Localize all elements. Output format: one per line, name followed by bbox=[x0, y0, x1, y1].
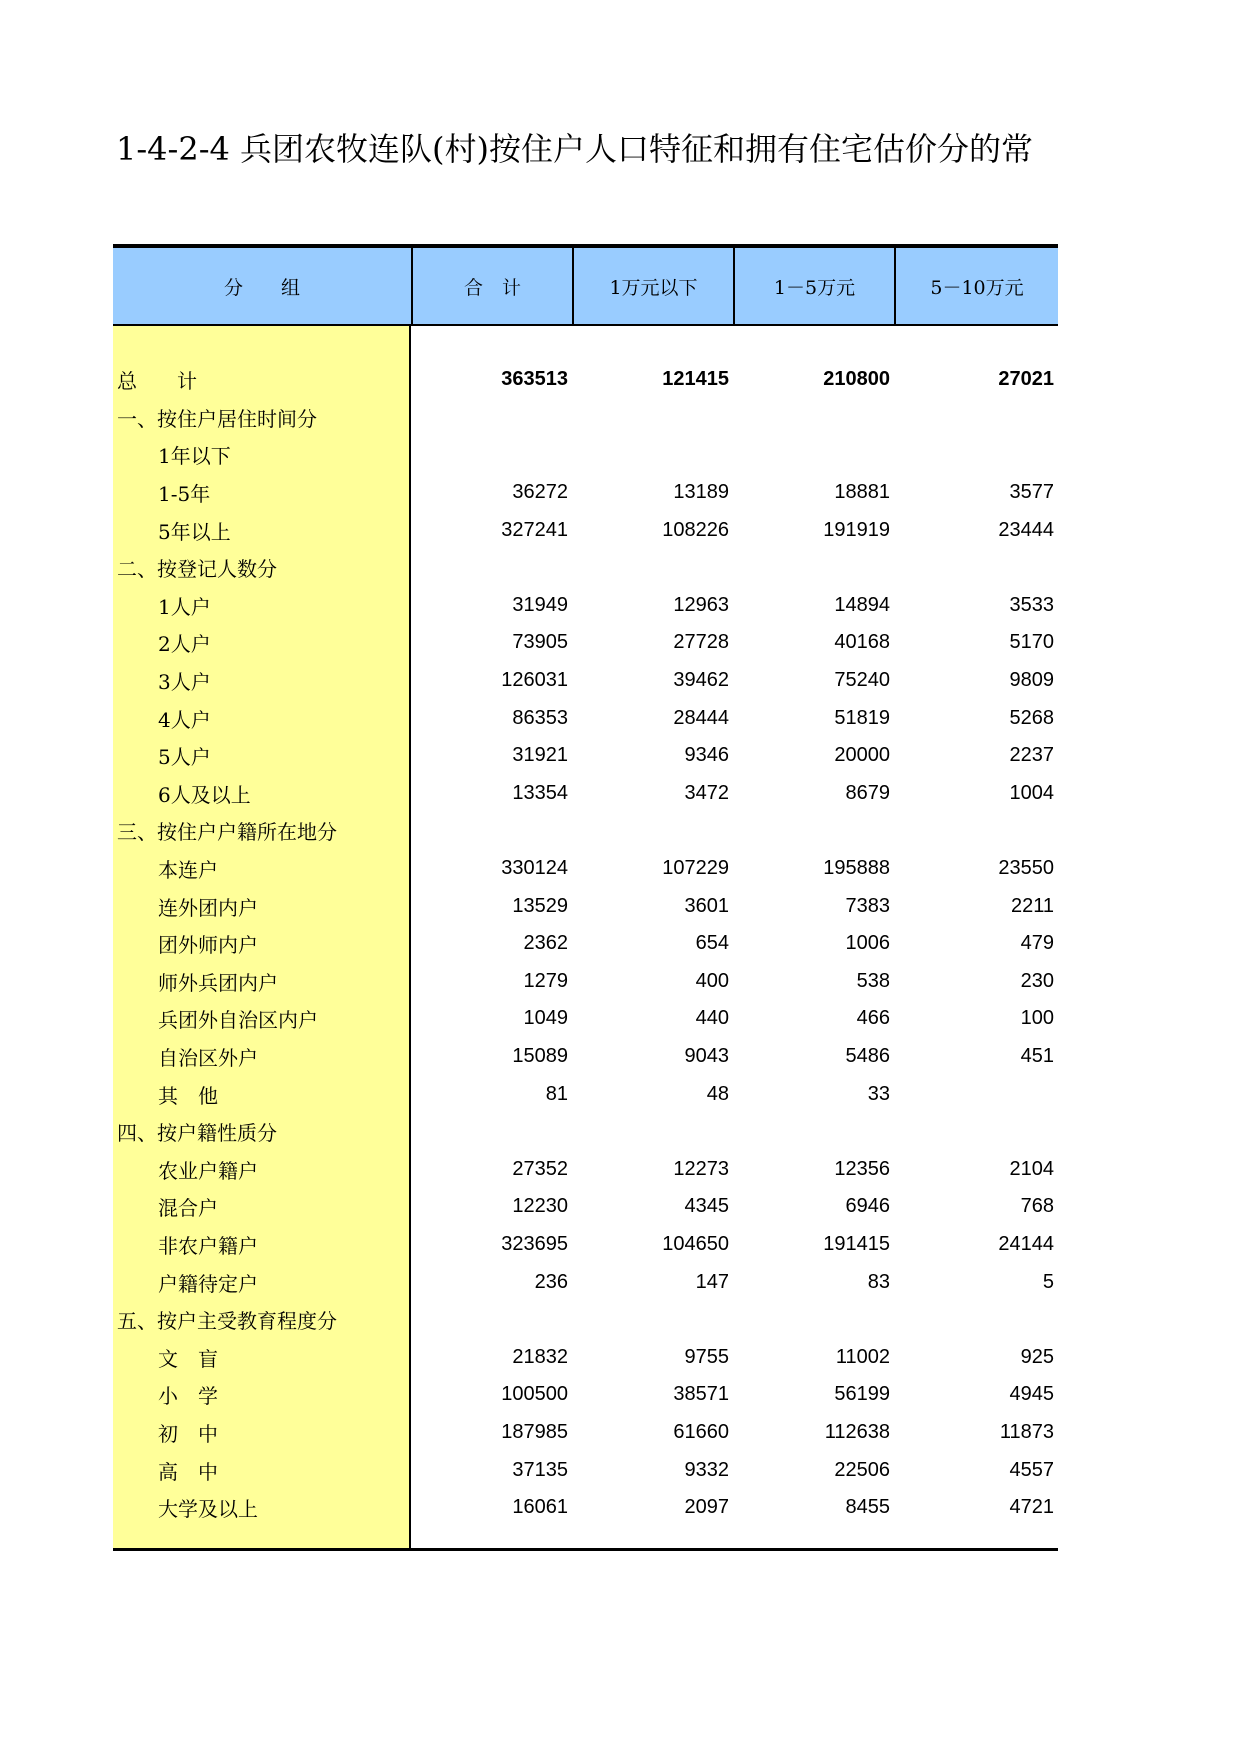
table-row bbox=[113, 662, 1058, 700]
row-label: 师外兵团内户 bbox=[158, 970, 278, 995]
row-value: 121415 bbox=[662, 368, 729, 391]
row-value: 9043 bbox=[684, 1044, 729, 1067]
row-value: 210800 bbox=[823, 368, 890, 391]
row-value: 2097 bbox=[684, 1496, 729, 1519]
row-value: 112638 bbox=[824, 1420, 890, 1443]
row-value: 5 bbox=[1042, 1270, 1054, 1293]
row-value: 400 bbox=[695, 969, 729, 992]
row-value: 3577 bbox=[1009, 481, 1054, 504]
row-value: 23444 bbox=[998, 518, 1054, 541]
row-value: 195888 bbox=[823, 857, 890, 880]
row-value: 22506 bbox=[834, 1458, 890, 1481]
table-row bbox=[113, 925, 1058, 963]
row-value: 230 bbox=[1020, 969, 1054, 992]
row-value: 3472 bbox=[684, 781, 729, 804]
row-value: 38571 bbox=[673, 1383, 729, 1406]
table-row bbox=[113, 812, 1058, 850]
table-row bbox=[113, 1338, 1058, 1376]
row-value: 12356 bbox=[834, 1157, 890, 1180]
row-label: 1人户 bbox=[158, 594, 211, 619]
header-50k-100k: 5－10万元 bbox=[894, 248, 1058, 324]
table-row bbox=[113, 699, 1058, 737]
row-value: 12273 bbox=[673, 1157, 729, 1180]
row-value: 3601 bbox=[684, 894, 729, 917]
table-row bbox=[113, 1188, 1058, 1226]
table-row bbox=[113, 1000, 1058, 1038]
row-value: 15089 bbox=[512, 1044, 568, 1067]
page-title: 1-4-2-4 兵团农牧连队(村)按住户人口特征和拥有住宅估价分的常 bbox=[116, 130, 1034, 168]
row-value: 31949 bbox=[512, 593, 568, 616]
row-value: 14894 bbox=[834, 593, 890, 616]
row-value: 40168 bbox=[834, 631, 890, 654]
row-value: 11873 bbox=[999, 1420, 1054, 1443]
row-value: 768 bbox=[1020, 1195, 1054, 1218]
row-value: 27728 bbox=[673, 631, 729, 654]
row-value: 4945 bbox=[1009, 1383, 1054, 1406]
row-value: 3533 bbox=[1009, 593, 1054, 616]
row-label: 5年以上 bbox=[158, 519, 231, 544]
row-value: 12230 bbox=[512, 1195, 568, 1218]
row-value: 23550 bbox=[998, 857, 1054, 880]
row-value: 126031 bbox=[501, 669, 568, 692]
row-value: 330124 bbox=[501, 857, 568, 880]
row-label: 五、按户主受教育程度分 bbox=[117, 1309, 337, 1334]
row-value: 5170 bbox=[1009, 631, 1054, 654]
row-value: 61660 bbox=[673, 1420, 729, 1443]
row-value: 9332 bbox=[684, 1458, 729, 1481]
row-label: 大学及以上 bbox=[158, 1497, 258, 1522]
table-row bbox=[113, 775, 1058, 813]
row-value: 16061 bbox=[512, 1496, 568, 1519]
row-value: 11002 bbox=[835, 1345, 890, 1368]
table-row bbox=[113, 624, 1058, 662]
row-value: 39462 bbox=[673, 669, 729, 692]
row-value: 75240 bbox=[834, 669, 890, 692]
table-row bbox=[113, 1226, 1058, 1264]
table-body bbox=[113, 326, 1058, 1548]
row-value: 654 bbox=[695, 932, 729, 955]
row-value: 51819 bbox=[834, 706, 890, 729]
row-label: 四、按户籍性质分 bbox=[117, 1121, 277, 1146]
row-value: 13189 bbox=[673, 481, 729, 504]
table-row bbox=[113, 511, 1058, 549]
row-label: 5人户 bbox=[158, 745, 211, 770]
row-value: 236 bbox=[534, 1270, 568, 1293]
row-label: 户籍待定户 bbox=[158, 1271, 258, 1296]
row-value: 9346 bbox=[684, 744, 729, 767]
row-value: 6946 bbox=[845, 1195, 890, 1218]
header-under-10k: 1万元以下 bbox=[572, 248, 733, 324]
header-10k-50k: 1－5万元 bbox=[733, 248, 894, 324]
row-label: 2人户 bbox=[158, 632, 211, 657]
row-value: 36272 bbox=[512, 481, 568, 504]
row-label: 混合户 bbox=[158, 1196, 218, 1221]
row-label: 非农户籍户 bbox=[158, 1233, 258, 1258]
row-value: 28444 bbox=[673, 706, 729, 729]
row-label: 三、按住户户籍所在地分 bbox=[117, 820, 337, 845]
table-row bbox=[113, 1263, 1058, 1301]
row-value: 1006 bbox=[845, 932, 890, 955]
row-value: 86353 bbox=[512, 706, 568, 729]
row-value: 5268 bbox=[1009, 706, 1054, 729]
table-row bbox=[113, 1414, 1058, 1452]
header-total: 合 计 bbox=[411, 248, 572, 324]
row-label: 本连户 bbox=[158, 858, 218, 883]
table-rows bbox=[113, 326, 1058, 1548]
row-label: 1年以下 bbox=[158, 444, 231, 469]
table-row bbox=[113, 436, 1058, 474]
row-label: 文 盲 bbox=[158, 1346, 218, 1371]
row-value: 1049 bbox=[523, 1007, 568, 1030]
row-value: 323695 bbox=[501, 1232, 568, 1255]
row-value: 7383 bbox=[845, 894, 890, 917]
table-row bbox=[113, 549, 1058, 587]
row-value: 12963 bbox=[673, 593, 729, 616]
table-row bbox=[113, 1038, 1058, 1076]
table-row bbox=[113, 1489, 1058, 1527]
row-label: 团外师内户 bbox=[158, 933, 258, 958]
table-header bbox=[113, 248, 1058, 326]
row-value: 33 bbox=[867, 1082, 890, 1105]
row-value: 9809 bbox=[1009, 669, 1054, 692]
table-row bbox=[113, 1376, 1058, 1414]
row-value: 466 bbox=[856, 1007, 890, 1030]
table-row bbox=[113, 1075, 1058, 1113]
row-value: 27352 bbox=[512, 1157, 568, 1180]
row-value: 191919 bbox=[823, 518, 890, 541]
row-value: 104650 bbox=[662, 1232, 729, 1255]
row-value: 440 bbox=[695, 1007, 729, 1030]
row-value: 538 bbox=[856, 969, 890, 992]
row-value: 1004 bbox=[1009, 781, 1054, 804]
row-value: 8455 bbox=[845, 1496, 890, 1519]
row-label: 兵团外自治区内户 bbox=[158, 1008, 318, 1033]
row-label: 总 计 bbox=[117, 369, 197, 394]
row-value: 81 bbox=[545, 1082, 568, 1105]
row-value: 83 bbox=[867, 1270, 890, 1293]
row-label: 连外团内户 bbox=[158, 895, 258, 920]
row-label: 小 学 bbox=[158, 1384, 218, 1409]
table-row bbox=[113, 850, 1058, 888]
row-value: 18881 bbox=[834, 481, 890, 504]
row-value: 191415 bbox=[823, 1232, 890, 1255]
row-label: 初 中 bbox=[158, 1421, 218, 1446]
row-label: 二、按登记人数分 bbox=[117, 557, 277, 582]
table-row bbox=[113, 361, 1058, 399]
row-value: 327241 bbox=[501, 518, 568, 541]
row-label: 其 他 bbox=[158, 1083, 218, 1108]
row-value: 147 bbox=[695, 1270, 729, 1293]
row-value: 37135 bbox=[512, 1458, 568, 1481]
row-value: 100 bbox=[1020, 1007, 1054, 1030]
row-label: 自治区外户 bbox=[158, 1045, 258, 1070]
table-row bbox=[113, 737, 1058, 775]
row-value: 1279 bbox=[523, 969, 568, 992]
row-value: 2237 bbox=[1009, 744, 1054, 767]
statistics-table bbox=[113, 244, 1058, 1551]
table-bottom-rule bbox=[113, 1548, 1058, 1551]
row-value: 363513 bbox=[501, 368, 568, 391]
table-row bbox=[113, 1113, 1058, 1151]
row-value: 107229 bbox=[662, 857, 729, 880]
row-label: 一、按住户居住时间分 bbox=[117, 406, 317, 431]
row-value: 13354 bbox=[512, 781, 568, 804]
row-value: 73905 bbox=[512, 631, 568, 654]
table-row bbox=[113, 587, 1058, 625]
table-row bbox=[113, 474, 1058, 512]
row-value: 24144 bbox=[998, 1232, 1054, 1255]
row-value: 9755 bbox=[684, 1345, 729, 1368]
row-label: 1-5年 bbox=[158, 482, 211, 507]
row-label: 4人户 bbox=[158, 707, 211, 732]
row-value: 4557 bbox=[1009, 1458, 1054, 1481]
row-value: 27021 bbox=[998, 368, 1054, 391]
row-value: 48 bbox=[706, 1082, 729, 1105]
row-value: 13529 bbox=[512, 894, 568, 917]
row-value: 451 bbox=[1020, 1044, 1054, 1067]
row-value: 8679 bbox=[845, 781, 890, 804]
table-row bbox=[113, 1451, 1058, 1489]
row-value: 108226 bbox=[662, 518, 729, 541]
row-value: 4721 bbox=[1009, 1496, 1054, 1519]
row-value: 21832 bbox=[512, 1345, 568, 1368]
row-value: 56199 bbox=[834, 1383, 890, 1406]
row-value: 5486 bbox=[845, 1044, 890, 1067]
header-group: 分 组 bbox=[223, 276, 300, 299]
row-value: 2211 bbox=[1010, 894, 1054, 917]
row-value: 100500 bbox=[501, 1383, 568, 1406]
table-row bbox=[113, 1150, 1058, 1188]
row-value: 4345 bbox=[684, 1195, 729, 1218]
row-value: 187985 bbox=[501, 1420, 568, 1443]
table-row bbox=[113, 887, 1058, 925]
row-value: 2104 bbox=[1009, 1157, 1054, 1180]
table-row bbox=[113, 399, 1058, 437]
table-row bbox=[113, 1301, 1058, 1339]
row-value: 20000 bbox=[834, 744, 890, 767]
row-label: 3人户 bbox=[158, 670, 211, 695]
row-label: 6人及以上 bbox=[158, 782, 251, 807]
row-value: 31921 bbox=[512, 744, 568, 767]
row-label: 高 中 bbox=[158, 1459, 218, 1484]
row-value: 479 bbox=[1020, 932, 1054, 955]
row-value: 2362 bbox=[523, 932, 568, 955]
row-value: 925 bbox=[1020, 1345, 1054, 1368]
table-row bbox=[113, 963, 1058, 1001]
row-label: 农业户籍户 bbox=[158, 1158, 258, 1183]
